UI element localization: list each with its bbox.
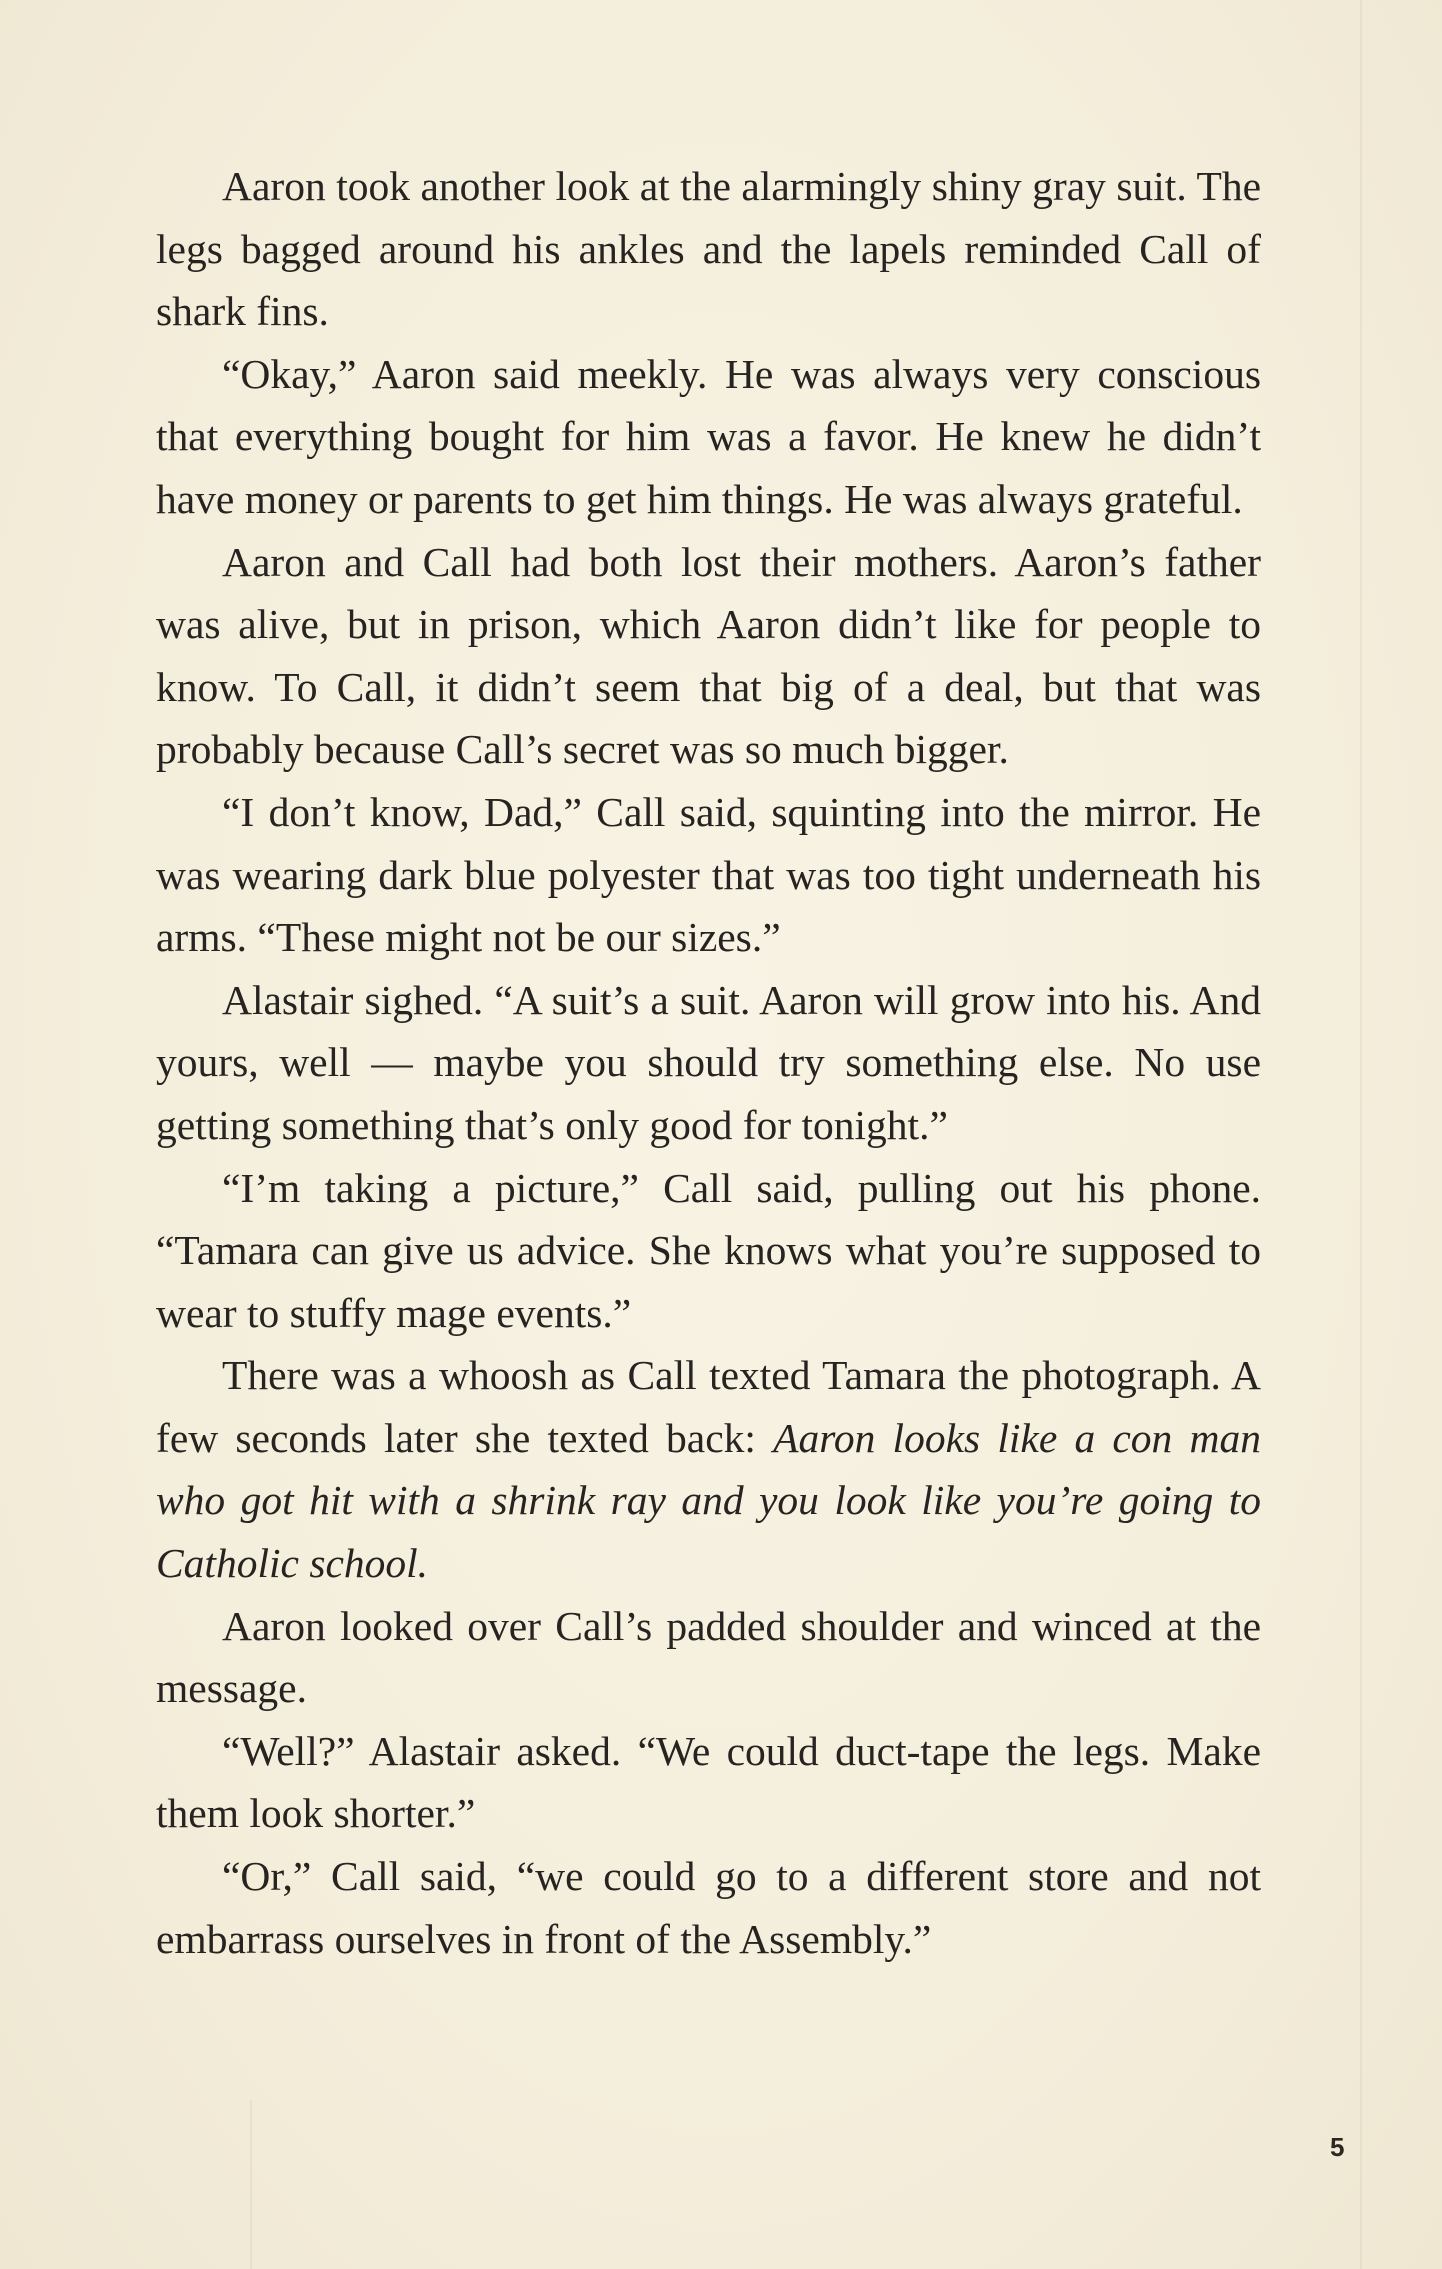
paragraph-text: “I don’t know, Dad,” Call said, squinting into the mirror. He was wearing dark blue polyester that was too tight underneath his arms. “These might not be our sizes.” [156, 788, 1261, 961]
paragraph-text: Alastair sighed. “A suit’s a suit. Aaron will grow into his. And yours, well — maybe you should try something else. No use getting something that’s only good for tonight.” [156, 976, 1261, 1148]
paragraph-text: “Well?” Alastair asked. “We could duct-tape the legs. Make them look shorter.” [156, 1727, 1261, 1837]
paragraph-text: “I’m taking a picture,” Call said, pulling out his phone. “Tamara can give us advice. She knows what you’re supposed to wear to stuffy mage events.” [156, 1164, 1261, 1336]
page-crease [250, 2100, 252, 2269]
paragraph-text: “Or,” Call said, “we could go to a different store and not embarrass ourselves in front of the Assembly.” [156, 1853, 1261, 1962]
paragraph-text: Aaron took another look at the alarmingly shiny gray suit. The legs bagged around his ankles and the lapels reminded Call of shark fins. [156, 163, 1261, 335]
paragraph [156, 1157, 1261, 1345]
paragraph [156, 1595, 1261, 1720]
paragraph-text: Aaron looked over Call’s padded shoulder and winced at the message. [156, 1602, 1261, 1712]
paragraph [156, 343, 1261, 531]
body-text [156, 155, 1261, 1970]
paragraph-text: Aaron and Call had both lost their mothers. Aaron’s father was alive, but in prison, which Aaron didn’t like for people to know. To Call, it didn’t seem that big of a deal, but that was probably because Call’s secret was so much bigger. [156, 538, 1261, 773]
paragraph [156, 781, 1261, 969]
paragraph-text: There was a whoosh as Call texted Tamara the photograph. A few seconds later she texted back: [156, 1352, 1261, 1461]
page-number: 5 [1330, 2132, 1345, 2162]
paragraph [156, 969, 1261, 1157]
paragraph [156, 1720, 1261, 1845]
page-crease [1360, 0, 1362, 2269]
text-message-italic: Aaron looks like a con man who got hit with a shrink ray and you look like you’re going to Catholic school. [156, 1414, 1261, 1587]
paragraph [156, 531, 1261, 781]
paragraph [156, 1344, 1261, 1594]
paragraph-text: “Okay,” Aaron said meekly. He was always very conscious that everything bought for him was a favor. He knew he didn’t have money or parents to get him things. He was always grateful. [156, 350, 1261, 522]
paragraph [156, 155, 1261, 343]
paragraph [156, 1845, 1261, 1970]
